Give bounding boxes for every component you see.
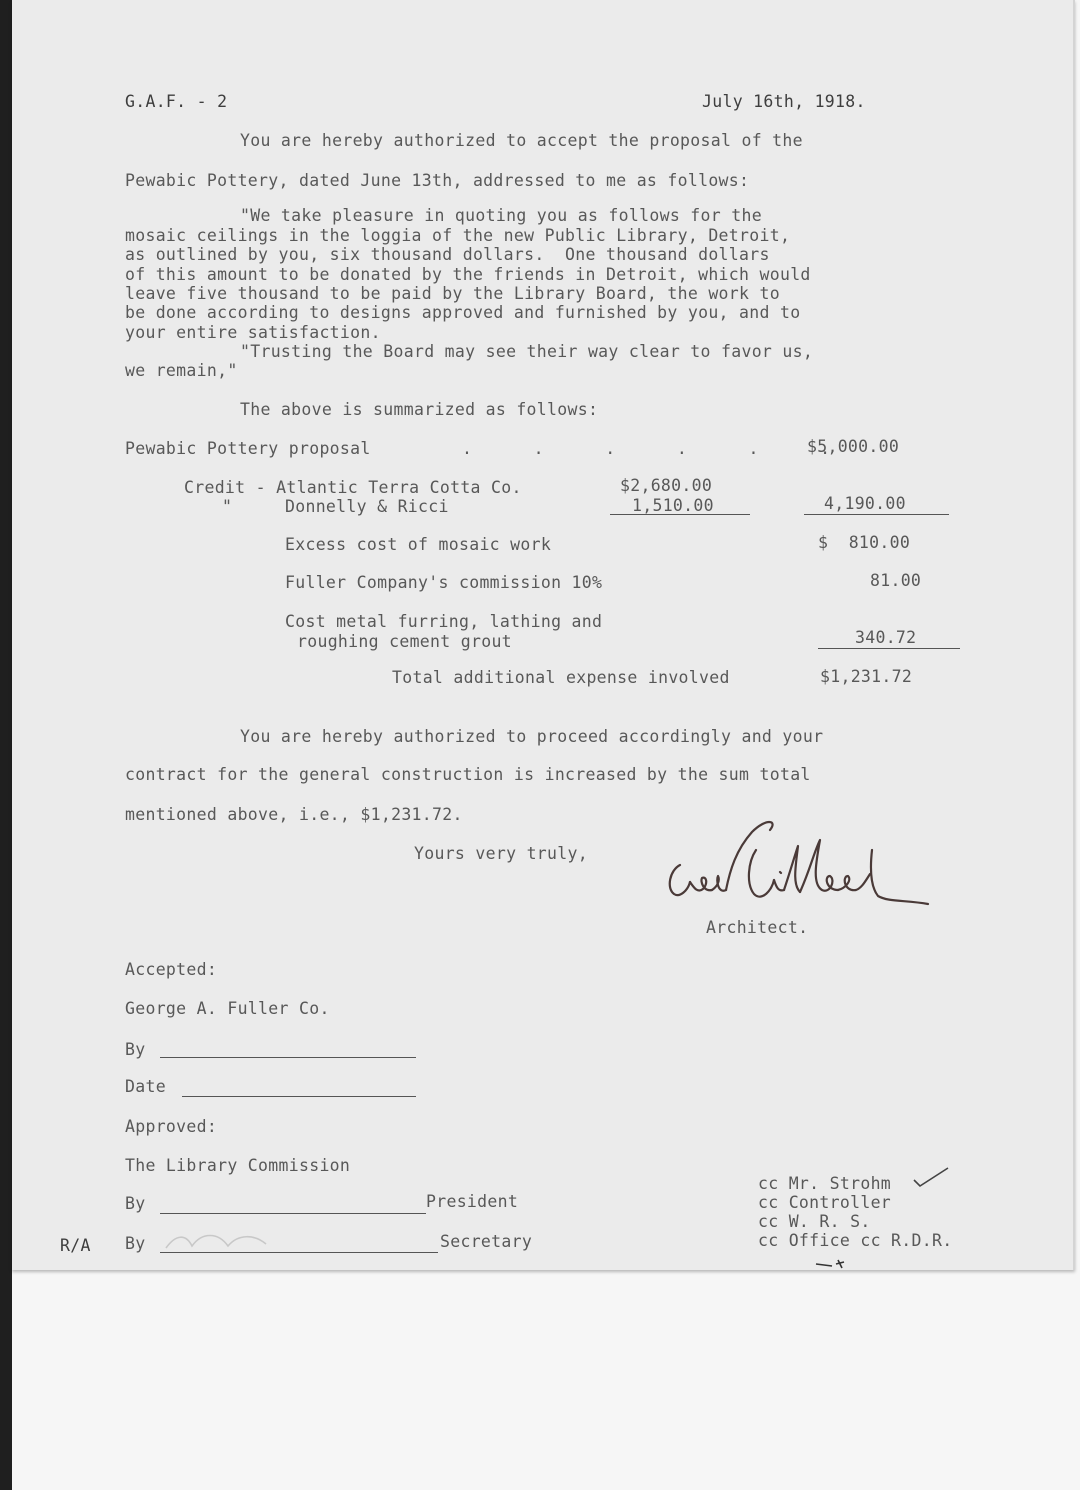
- date-label: Date: [125, 1077, 166, 1096]
- intro-line: Pewabic Pottery, dated June 13th, addressed to me as follows:: [125, 171, 750, 190]
- by-label: By: [125, 1040, 146, 1059]
- ra-mark: R/A: [60, 1236, 91, 1255]
- total-amount: $1,231.72: [820, 667, 913, 686]
- furring-label: roughing cement grout: [297, 632, 512, 651]
- quote-line: of this amount to be donated by the friends in Detroit, which would: [125, 265, 811, 284]
- check-mark-icon: [912, 1166, 952, 1188]
- excess-label: Excess cost of mosaic work: [285, 535, 552, 554]
- quote-line: we remain,": [125, 361, 238, 380]
- credit2-label: Donnelly & Ricci: [285, 497, 449, 516]
- intro-line: You are hereby authorized to accept the proposal of the: [240, 131, 803, 150]
- proposal-amount: $5,000.00: [807, 437, 900, 456]
- quote-line: mosaic ceilings in the loggia of the new Public Library, Detroit,: [125, 226, 791, 245]
- excess-amount: $ 810.00: [818, 533, 911, 552]
- quote-line: "We take pleasure in quoting you as follows for the: [240, 206, 762, 225]
- by-signature-line[interactable]: [160, 1057, 416, 1058]
- scan-border: [0, 0, 12, 1490]
- quote-line: as outlined by you, six thousand dollars. One thousand dollars: [125, 245, 770, 264]
- faint-pencil-mark: [162, 1226, 282, 1256]
- furring-rule: [818, 648, 960, 649]
- by-label: By: [125, 1194, 146, 1213]
- company-name: George A. Fuller Co.: [125, 999, 330, 1018]
- secretary-label: Secretary: [440, 1232, 533, 1251]
- quote-line: leave five thousand to be paid by the Library Board, the work to: [125, 284, 780, 303]
- reference-code: G.A.F. - 2: [125, 92, 228, 111]
- letter-page: [12, 0, 1075, 1270]
- cc-line: cc Controller: [758, 1193, 892, 1212]
- handwritten-signature: [660, 810, 940, 920]
- furring-amount: 340.72: [855, 628, 917, 647]
- signer-title: Architect.: [706, 918, 809, 937]
- leader-dots: . . . . . .: [462, 439, 831, 458]
- credit-label: Credit - Atlantic Terra Cotta Co.: [184, 478, 522, 497]
- ink-mark: [812, 1254, 852, 1270]
- quote-line: your entire satisfaction.: [125, 323, 381, 342]
- accepted-label: Accepted:: [125, 960, 218, 979]
- president-label: President: [426, 1192, 519, 1211]
- approved-label: Approved:: [125, 1117, 218, 1136]
- subtotal-rule: [610, 514, 750, 515]
- cc-line: cc Mr. Strohm: [758, 1174, 892, 1193]
- closing-line: You are hereby authorized to proceed accordingly and your: [240, 727, 824, 746]
- proposal-label: Pewabic Pottery proposal: [125, 439, 371, 458]
- furring-label: Cost metal furring, lathing and: [285, 612, 603, 631]
- closing-line: contract for the general construction is increased by the sum total: [125, 765, 811, 784]
- commission-label: Fuller Company's commission 10%: [285, 573, 603, 592]
- credit-total-rule: [804, 514, 949, 515]
- commission-amount: 81.00: [870, 571, 922, 590]
- commission-name: The Library Commission: [125, 1156, 351, 1175]
- credit1-amount: $2,680.00: [620, 476, 713, 495]
- closing-line: mentioned above, i.e., $1,231.72.: [125, 805, 463, 824]
- credit-total: 4,190.00: [824, 494, 906, 513]
- date-signature-line[interactable]: [182, 1096, 416, 1097]
- cc-line: cc W. R. S.: [758, 1212, 871, 1231]
- by-label: By: [125, 1234, 146, 1253]
- ditto-mark: ": [222, 497, 233, 516]
- total-label: Total additional expense involved: [392, 668, 730, 687]
- cc-line: cc Office cc R.D.R.: [758, 1231, 953, 1250]
- summary-intro: The above is summarized as follows:: [240, 400, 599, 419]
- quote-line: be done according to designs approved and furnished by you, and to: [125, 303, 801, 322]
- credit2-amount: 1,510.00: [632, 496, 714, 515]
- letter-date: July 16th, 1918.: [702, 92, 866, 111]
- salutation: Yours very truly,: [414, 844, 588, 863]
- quote-line: "Trusting the Board may see their way clear to favor us,: [240, 342, 814, 361]
- president-signature-line[interactable]: [160, 1213, 426, 1214]
